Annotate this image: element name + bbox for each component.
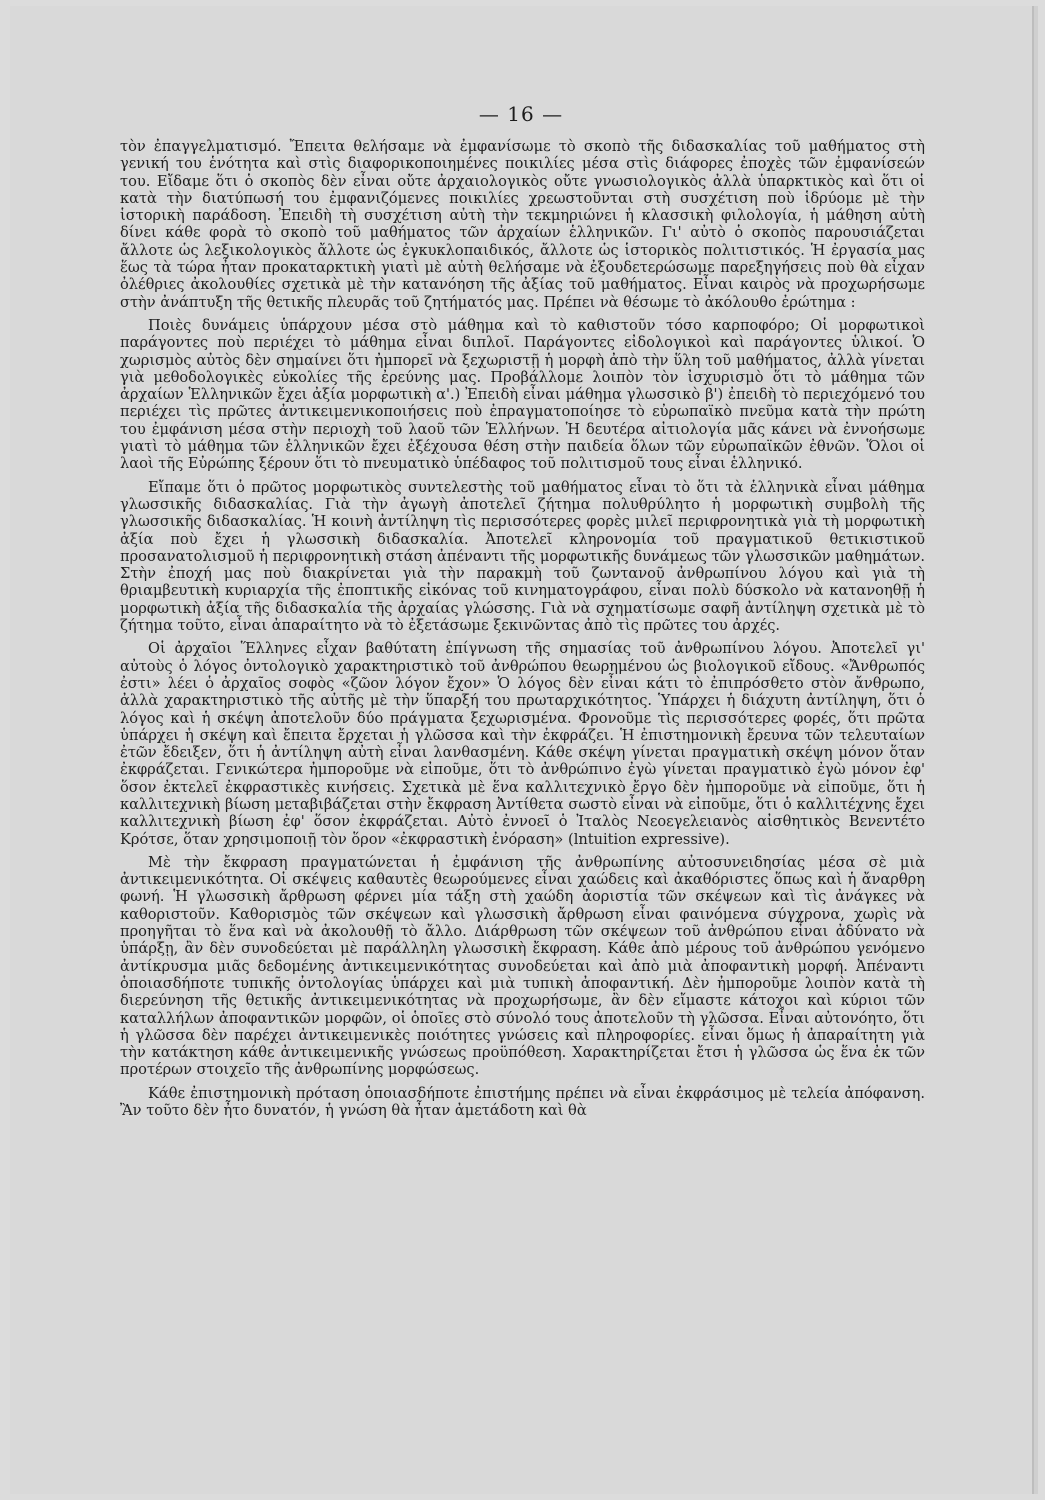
paragraph-3: Εἴπαμε ὅτι ὁ πρῶτος μορφωτικὸς συντελεστὴς τοῦ μαθήματος εἶναι τὸ ὅτι τὰ ἑλληνικὰ εἶναι μάθημα γλωσσικῆς διδασκαλίας. Γιὰ τὴν ἀγωγὴ ἀποτελεῖ ζήτημα πολυθρύλητο ἡ μορφωτικὴ συμβολὴ τῆς γλωσσικῆς διδασκαλίας. Ἡ κοινὴ ἀντίληψη τὶς περισσότερες φορὲς μιλεῖ περιφρονητικὰ γιὰ τὴ μορφωτικὴ ἀξία ποὺ ἔχει ἡ γλωσσικὴ διδασκαλία. Ἀποτελεῖ κληρονομία τοῦ πραγματικοῦ θετικιστικοῦ προσανατολισμοῦ ἡ περιφρονητικὴ στάση ἀπέναντι τῆς μορφωτικῆς δυνάμεως τῶν γλωσσικῶν μαθημάτων. Στὴν ἐποχή μας ποὺ διακρίνεται γιὰ τὴν παρακμὴ τοῦ ζωντανοῦ ἀνθρωπίνου λόγου καὶ γιὰ τὴ θριαμβευτικὴ κυριαρχία τῆς ἐποπτικῆς εἰκόνας τοῦ κινηματογράφου, εἶναι πολὺ δύσκολο νὰ κατανοηθῇ ἡ μορφωτικὴ ἀξία τῆς διδασκαλία τῆς ἀρχαίας γλώσσης. Γιὰ νὰ σχηματίσωμε σαφῆ ἀντίληψη σχετικὰ μὲ τὸ ζήτημα τοῦτο, εἶναι ἀπαραίτητο νὰ τὸ ἐξετάσωμε ξεκινῶντας ἀπὸ τὶς πρῶτες του ἀρχές.	[120, 478, 925, 635]
paragraph-4: Οἱ ἀρχαῖοι Ἕλληνες εἶχαν βαθύτατη ἐπίγνωση τῆς σημασίας τοῦ ἀνθρωπίνου λόγου. Ἀποτελεῖ γι' αὐτοὺς ὁ λόγος ὀντολογικὸ χαρακτηριστικὸ τοῦ ἀνθρώπου θεωρημένου ὡς βιολογικοῦ εἴδους. «Ἄνθρωπός ἐστι» λέει ὁ ἀρχαῖος σοφὸς «ζῶον λόγον ἔχον» Ὁ λόγος δὲν εἶναι κάτι τὸ ἐπιπρόσθετο στὸν ἄνθρωπο, ἀλλὰ χαρακτηριστικὸ τῆς αὐτῆς μὲ τὴν ὕπαρξή του πρωταρχικότητος. Ὑπάρχει ἡ διάχυτη ἀντίληψη, ὅτι ὁ λόγος καὶ ἡ σκέψη ἀποτελοῦν δύο πράγματα ξεχωρισμένα. Φρονοῦμε τὶς περισσότερες φορές, ὅτι πρῶτα ὑπάρχει ἡ σκέψη καὶ ἔπειτα ἔρχεται ἡ γλῶσσα καὶ τὴν ἐκφράζει. Ἡ ἐπιστημονικὴ ἔρευνα τῶν τελευταίων ἐτῶν ἔδειξεν, ὅτι ἡ ἀντίληψη αὐτὴ εἶναι λανθασμένη. Κάθε σκέψη γίνεται πραγματικὴ σκέψη μόνον ὅταν ἐκφράζεται. Γενικώτερα ἠμποροῦμε νὰ εἰποῦμε, ὅτι τὸ ἀνθρώπινο ἐγὼ γίνεται πραγματικὸ ἐγὼ μόνον ἐφ' ὅσον ἐκτελεῖ ἐκφραστικὲς κινήσεις. Σχετικὰ μὲ ἕνα καλλιτεχνικὸ ἔργο δὲν ἠμποροῦμε νὰ εἰποῦμε, ὅτι ἡ καλλιτεχνικὴ βίωση μεταβιβάζεται στὴν ἔκφραση Ἀντίθετα σωστὸ εἶναι νὰ εἰποῦμε, ὅτι ὁ καλλιτέχνης ἔχει καλλιτεχνικὴ βίωση ἐφ' ὅσον ἐκφράζεται. Αὐτὸ ἐννοεῖ ὁ Ἰταλὸς Νεοεγελειανὸς αἰσθητικὸς Βενεντέτο Κρότσε, ὅταν χρησιμοποιῇ τὸν ὅρον «ἐκφραστικὴ ἐνόραση» (lntuition expressive).	[120, 640, 925, 848]
paragraph-2: Ποιὲς δυνάμεις ὑπάρχουν μέσα στὸ μάθημα καὶ τὸ καθιστοῦν τόσο καρποφόρο; Οἱ μορφωτικοὶ παράγοντες ποὺ περιέχει τὸ μάθημα εἶναι διπλοῖ. Παράγοντες εἰδολογικοὶ καὶ παράγοντες ὑλικοί. Ὁ χωρισμὸς αὐτὸς δὲν σημαίνει ὅτι ἠμπορεῖ νὰ ξεχωριστῇ ἡ μορφὴ ἀπὸ τὴν ὕλη τοῦ μαθήματος, ἀλλὰ γίνεται γιὰ μεθοδολογικὲς εὐκολίες τῆς ἐρεύνης μας. Προβάλλομε λοιπὸν τὸν ἰσχυρισμὸ ὅτι τὸ μάθημα τῶν ἀρχαίων Ἑλληνικῶν ἔχει ἀξία μορφωτικὴ α'.) Ἐπειδὴ εἶναι μάθημα γλωσσικὸ β') ἐπειδὴ τὸ περιεχόμενό του περιέχει τὶς πρῶτες ἀντικειμενικοποιήσεις ποὺ ἐπραγματοποίησε τὸ εὐρωπαϊκὸ πνεῦμα κατὰ τὴν πρώτη του ἐμφάνιση μέσα στὴν περιοχὴ τοῦ λαοῦ τῶν Ἑλλήνων. Ἡ δευτέρα αἰτιολογία μᾶς κάνει νὰ ἐννοήσωμε γιατὶ τὸ μάθημα τῶν ἑλληνικῶν ἔχει ἐξέχουσα θέση στὴν παιδεία ὅλων τῶν εὐρωπαϊκῶν ἐθνῶν. Ὅλοι οἱ λαοὶ τῆς Εὐρώπης ξέρουν ὅτι τὸ πνευματικὸ ὑπέδαφος τοῦ πολιτισμοῦ τους εἶναι ἑλληνικό.	[120, 316, 925, 473]
book-page	[10, 6, 1034, 1494]
page-number: — 16 —	[478, 102, 564, 126]
body-text	[120, 138, 925, 1119]
paragraph-5: Μὲ τὴν ἔκφραση πραγματώνεται ἡ ἐμφάνιση τῆς ἀνθρωπίνης αὐτοσυνειδησίας μέσα σὲ μιὰ ἀντικειμενικότητα. Οἱ σκέψεις καθαυτὲς θεωρούμενες εἶναι χαώδεις καὶ ἀκαθόριστες ὅπως καὶ ἡ ἄναρθρη φωνή. Ἡ γλωσσικὴ ἄρθρωση φέρνει μία τάξη στὴ χαώδη ἀοριστία τῶν σκέψεων καὶ τὶς ἀνάγκες νὰ καθοριστοῦν. Καθορισμὸς τῶν σκέψεων καὶ γλωσσικὴ ἄρθρωση εἶναι φαινόμενα σύγχρονα, χωρὶς νὰ προηγῆται τὸ ἕνα καὶ νὰ ἀκολουθῇ τὸ ἄλλο. Διάρθρωση τῶν σκέψεων τοῦ ἀνθρώπου εἶναι ἀδύνατο νὰ ὑπάρξῃ, ἂν δὲν συνοδεύεται μὲ παράλληλη γλωσσικὴ ἔκφραση. Κάθε ἀπὸ μέρους τοῦ ἀνθρώπου γενόμενο ἀντίκρυσμα μιᾶς δεδομένης ἀντικειμενικότητας συνοδεύεται καὶ ἀπὸ μιὰ ἀποφαντικὴ μορφή. Ἀπέναντι ὁποιασδήποτε τυπικῆς ὀντολογίας ὑπάρχει καὶ μιὰ τυπικὴ ἀποφαντική. Δὲν ἠμποροῦμε λοιπὸν κατὰ τὴ διερεύνηση τῆς θετικῆς ἀντικειμενικότητας νὰ προχωρήσωμε, ἂν δὲν εἴμαστε κάτοχοι καὶ κύριοι τῶν καταλλήλων ἀποφαντικῶν μορφῶν, οἱ ὁποῖες στὸ σύνολό τους ἀποτελοῦν τὴ γλῶσσα. Εἶναι αὐτονόητο, ὅτι ἡ γλῶσσα δὲν παρέχει ἀντικειμενικὲς ποιότητες γνώσεις καὶ πληροφορίες. εἶναι ὅμως ἡ ἀπαραίτητη γιὰ τὴν κατάκτηση κάθε ἀντικειμενικῆς γνώσεως προϋπόθεση. Χαρακτηρίζεται ἔτσι ἡ γλῶσσα ὡς ἕνα ἐκ τῶν προτέρων στοιχεῖο τῆς ἀνθρωπίνης μορφώσεως.	[120, 853, 925, 1079]
paragraph-1: τὸν ἐπαγγελματισμό. Ἔπειτα θελήσαμε νὰ ἐμφανίσωμε τὸ σκοπὸ τῆς διδασκαλίας τοῦ μαθήματος στὴ γενική του ἑνότητα καὶ στὶς διαφορικοποιημένες ποικιλίες μέσα στὶς διάφορες ἐποχὲς τῶν ἐμφανίσεών του. Εἴδαμε ὅτι ὁ σκοπὸς δὲν εἶναι οὔτε ἀρχαιολογικὸς οὔτε γνωσιολογικὸς ἀλλὰ ὑπαρκτικὸς καὶ ὅτι οἱ κατὰ τὴν διατύπωσή του ἐμφανιζόμενες ποικιλίες χρεωστοῦνται στὴ συσχέτιση ποὺ ἱδρύομε μὲ τὴν ἱστορικὴ παράδοση. Ἐπειδὴ τὴ συσχέτιση αὐτὴ τὴν τεκμηριώνει ἡ κλασσικὴ φιλολογία, ἡ μάθηση αὐτὴ δίνει κάθε φορὰ τὸ σκοπὸ τοῦ μαθήματος τῶν ἀρχαίων ἑλληνικῶν. Γι' αὐτὸ ὁ σκοπὸς παρουσιάζεται ἄλλοτε ὡς λεξικολογικὸς ἄλλοτε ὡς ἐγκυκλοπαιδικός, ἄλλοτε ὡς ἱστορικὸς πολιτιστικός. Ἡ ἐργασία μας ἕως τὰ τώρα ἦταν προκαταρκτικὴ γιατὶ μὲ αὐτὴ θελήσαμε νὰ ἐξουδετερώσωμε παρεξηγήσεις ποὺ θὰ εἶχαν ὀλέθριες ἀκολουθίες σχετικὰ μὲ τὴν κατανόηση τῆς ἀξίας τοῦ μαθήματος. Εἶναι καιρὸς νὰ προχωρήσωμε στὴν ἀνάπτυξη τῆς θετικῆς πλευρᾶς τοῦ ζητήματός μας. Πρέπει νὰ θέσωμε τὸ ἀκόλουθο ἐρώτημα :	[120, 138, 925, 311]
paragraph-6: Κάθε ἐπιστημονικὴ πρόταση ὁποιασδήποτε ἐπιστήμης πρέπει νὰ εἶναι ἐκφράσιμος μὲ τελεία ἀπόφανση. Ἂν τοῦτο δὲν ἦτο δυνατόν, ἡ γνώση θὰ ἦταν ἀμετάδοτη καὶ θὰ	[120, 1084, 925, 1120]
